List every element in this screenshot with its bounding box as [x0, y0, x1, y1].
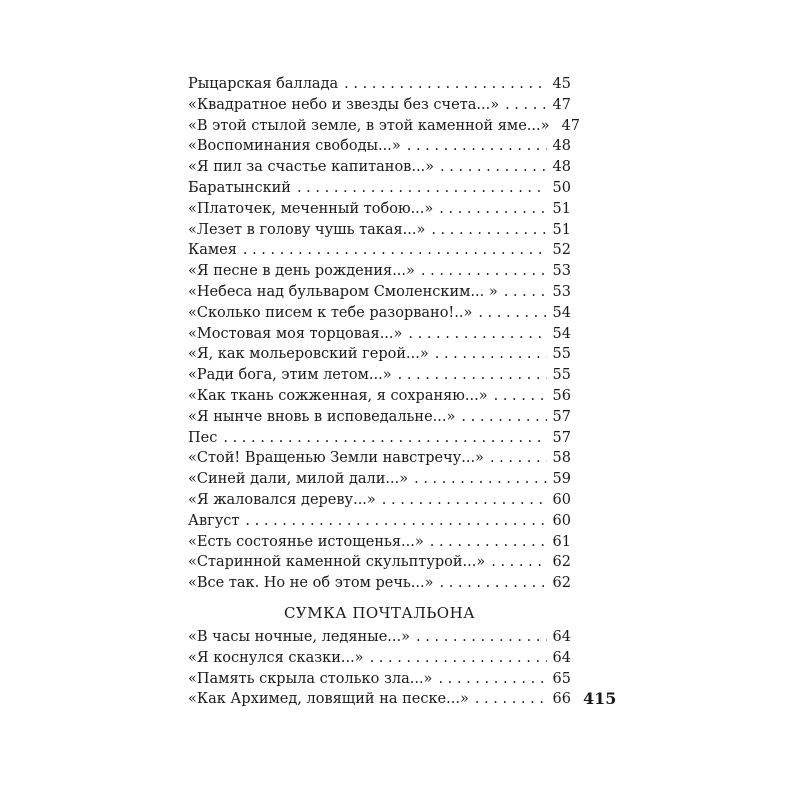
dot-leader [398, 365, 547, 386]
entry-page-number: 51 [552, 200, 571, 217]
toc-entry [188, 573, 571, 594]
dot-leader [461, 407, 546, 428]
entry-page-number: 54 [552, 304, 571, 321]
entry-page-number: 50 [552, 179, 571, 196]
table-of-contents [188, 74, 580, 594]
entry-page-number: 55 [552, 367, 571, 384]
entry-title: «Квадратное небо и звезды без счета...» [188, 96, 500, 113]
toc-entry [188, 365, 571, 386]
entry-title: «Есть состоянье истощенья...» [188, 533, 424, 550]
entry-title: «Небеса над бульваром Смоленским... » [188, 283, 498, 300]
section-heading: СУМКА ПОЧТАЛЬОНА [283, 604, 476, 622]
toc-list [188, 627, 571, 710]
entry-title: «Платочек, меченный тобою...» [188, 200, 434, 217]
dot-leader [414, 469, 546, 490]
entry-title: «В часы ночные, ледяные...» [188, 629, 410, 645]
toc-entry [188, 261, 571, 282]
entry-title: «Старинной каменной скульптурой...» [188, 554, 486, 571]
entry-page-number: 58 [552, 450, 571, 467]
toc-entry [188, 240, 571, 261]
entry-title: «Я пил за счастье капитанов...» [188, 159, 435, 176]
toc-entry [188, 532, 571, 553]
dot-leader [370, 648, 547, 669]
toc-entry [188, 116, 580, 137]
toc-entry [188, 95, 571, 116]
entry-title: «Я, как мольеровский герой...» [188, 346, 429, 363]
entry-title: «Я песне в день рождения...» [188, 263, 415, 280]
dot-leader [407, 136, 547, 157]
entry-title: «Все так. Но не об этом речь...» [188, 575, 434, 592]
entry-page-number: 51 [552, 221, 571, 238]
entry-title: «Я жаловался дереву...» [188, 491, 376, 508]
dot-leader [421, 261, 547, 282]
toc-entry [188, 74, 571, 95]
dot-leader [408, 324, 546, 345]
entry-page-number: 60 [552, 491, 571, 508]
entry-page-number: 62 [552, 554, 571, 571]
entry-title: Пес [188, 429, 218, 446]
dot-leader [494, 386, 547, 407]
entry-page-number: 64 [552, 649, 571, 666]
dot-leader [416, 627, 547, 648]
dot-leader [490, 448, 547, 469]
entry-title: Август [188, 512, 240, 529]
dot-leader [440, 157, 547, 178]
dot-leader [475, 689, 547, 710]
toc-entry [188, 386, 571, 407]
toc-entry [188, 157, 571, 178]
entry-title: «Я нынче вновь в исповедальне...» [188, 408, 456, 425]
entry-page-number: 65 [552, 670, 571, 687]
entry-title: «Мостовая моя торцовая...» [188, 325, 403, 342]
entry-title: «Стой! Вращенью Земли навстречу...» [188, 450, 484, 467]
dot-leader [243, 240, 547, 261]
toc-entry [188, 178, 571, 199]
dot-leader [430, 532, 547, 553]
entry-title: «Как Архимед, ловящий на песке...» [188, 691, 469, 708]
toc-entry [188, 303, 571, 324]
entry-page-number: 53 [552, 263, 571, 280]
toc-entry [188, 689, 571, 710]
table-of-contents-section [188, 627, 571, 710]
dot-leader [435, 344, 547, 365]
dot-leader [439, 199, 546, 220]
dot-leader [245, 511, 546, 532]
dot-leader [297, 178, 547, 199]
dot-leader [382, 490, 547, 511]
toc-entry [188, 428, 571, 449]
toc-entry [188, 282, 571, 303]
entry-page-number: 57 [552, 429, 571, 446]
entry-page-number: 64 [552, 629, 571, 645]
entry-page-number: 56 [552, 387, 571, 404]
entry-page-number: 48 [552, 138, 571, 155]
toc-entry [188, 627, 571, 648]
entry-page-number: 55 [552, 346, 571, 363]
page-number: 415 [583, 689, 617, 708]
toc-entry [188, 136, 571, 157]
entry-page-number: 45 [552, 76, 571, 92]
entry-page-number: 60 [552, 512, 571, 529]
toc-entry [188, 648, 571, 669]
toc-entry [188, 511, 571, 532]
dot-leader [438, 669, 546, 690]
entry-title: Рыцарская баллада [188, 76, 339, 92]
dot-leader [344, 74, 546, 95]
entry-title: Баратынский [188, 179, 291, 196]
entry-page-number: 62 [552, 575, 571, 592]
entry-title: «Синей дали, милой дали...» [188, 471, 409, 488]
toc-list [188, 74, 580, 594]
toc-entry [188, 669, 571, 690]
dot-leader [223, 428, 546, 449]
toc-entry [188, 344, 571, 365]
toc-entry [188, 469, 571, 490]
entry-title: «Как ткань сожженная, я сохраняю...» [188, 387, 488, 404]
toc-entry [188, 490, 571, 511]
toc-entry [188, 324, 571, 345]
entry-page-number: 59 [552, 471, 571, 488]
entry-title: «Воспоминания свободы...» [188, 138, 401, 155]
toc-entry [188, 448, 571, 469]
entry-title: Камея [188, 242, 237, 259]
entry-title: «Сколько писем к тебе разорвано!..» [188, 304, 473, 321]
dot-leader [505, 95, 546, 116]
entry-page-number: 54 [552, 325, 571, 342]
dot-leader [504, 282, 547, 303]
entry-title: «Память скрыла столько зла...» [188, 670, 433, 687]
dot-leader [431, 220, 546, 241]
dot-leader [491, 552, 546, 573]
entry-title: «Лезет в голову чушь такая...» [188, 221, 426, 238]
entry-title: «Я коснулся сказки...» [188, 649, 364, 666]
toc-entry [188, 199, 571, 220]
entry-page-number: 57 [552, 408, 571, 425]
entry-page-number: 52 [552, 242, 571, 259]
entry-title: «В этой стылой земле, в этой каменной яме...» [188, 117, 550, 134]
toc-entry [188, 407, 571, 428]
dot-leader [478, 303, 546, 324]
entry-page-number: 53 [552, 283, 571, 300]
entry-page-number: 47 [552, 96, 571, 113]
entry-page-number: 66 [552, 691, 571, 708]
entry-page-number: 48 [552, 159, 571, 176]
toc-entry [188, 552, 571, 573]
entry-page-number: 47 [561, 117, 580, 134]
entry-page-number: 61 [552, 533, 571, 550]
entry-title: «Ради бога, этим летом...» [188, 367, 392, 384]
dot-leader [440, 573, 547, 594]
toc-entry [188, 220, 571, 241]
